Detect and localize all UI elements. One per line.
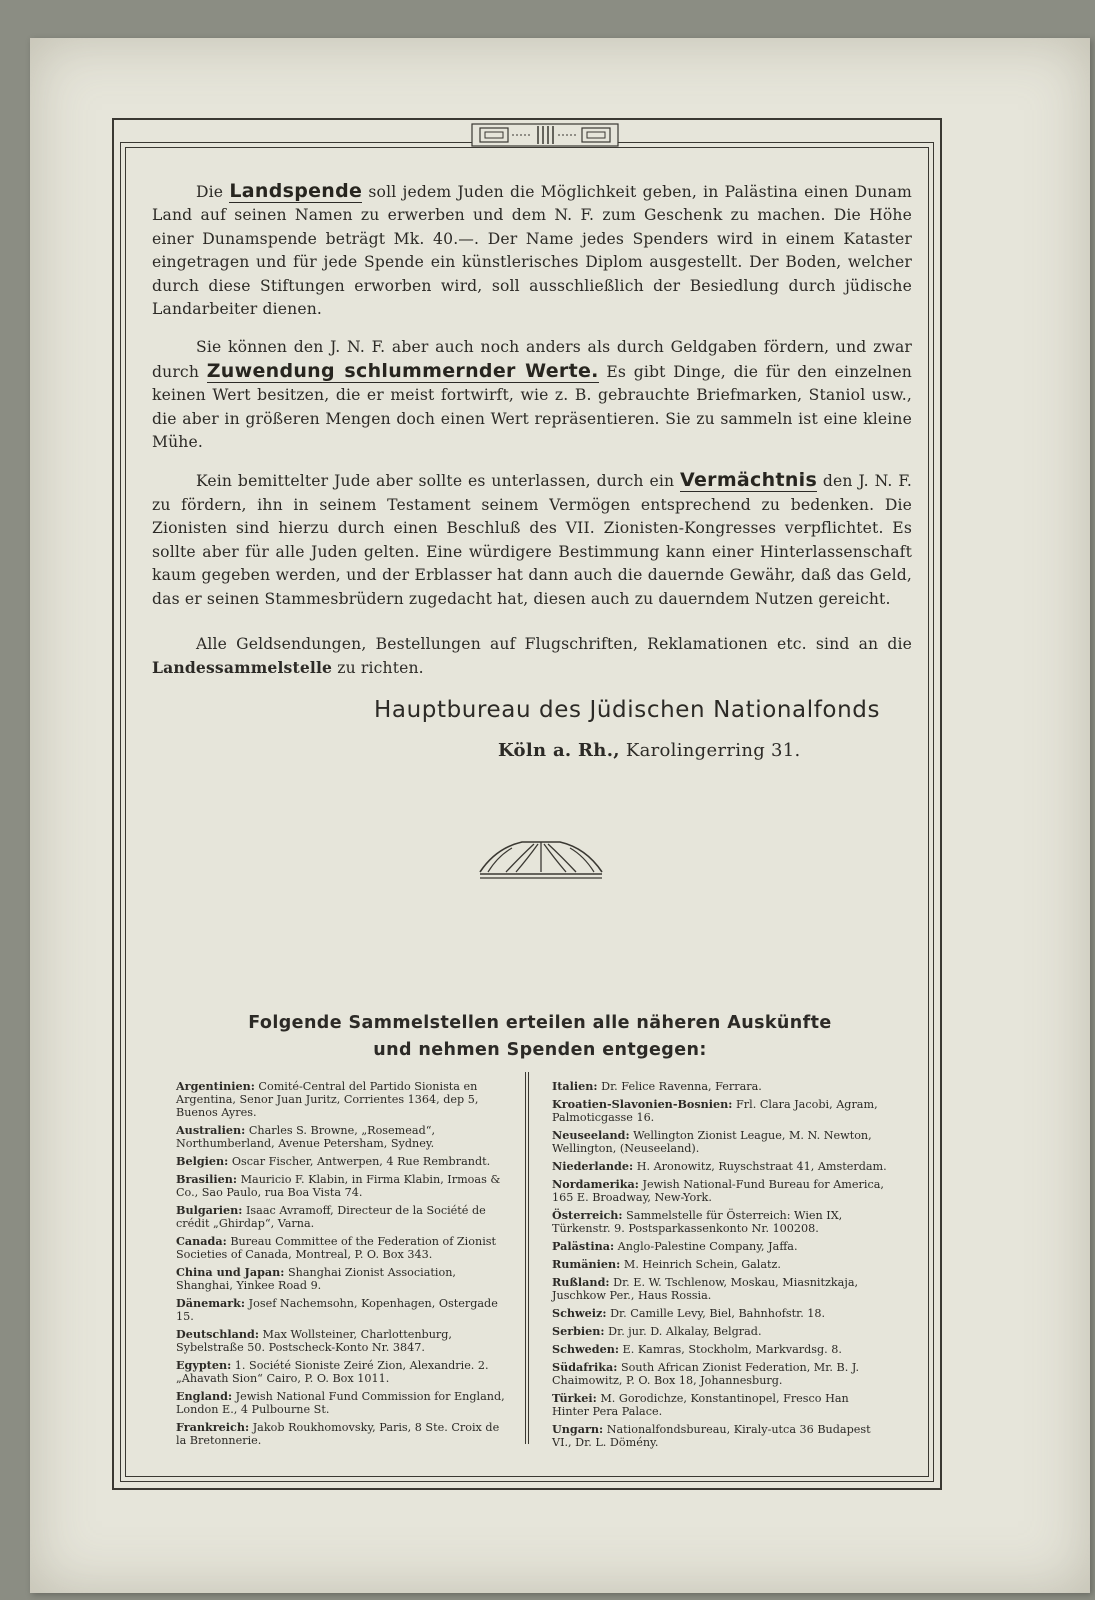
collection-heading <box>200 1010 880 1064</box>
keyword-zuwendung: Zuwendung schlummernder Werte. <box>206 359 599 382</box>
main-text <box>152 180 912 696</box>
collection-entry-address: E. Kamras, Stockholm, Markvardsg. 8. <box>622 1343 842 1356</box>
collection-entry <box>176 1266 512 1292</box>
collection-entry-address: H. Aronowitz, Ruyschstraat 41, Amsterdam. <box>636 1160 887 1173</box>
collection-entry <box>176 1359 512 1385</box>
collection-entry <box>176 1155 512 1168</box>
collection-entry-address: Dr. jur. D. Alkalay, Belgrad. <box>608 1325 762 1338</box>
collection-entry-address: Isaac Avramoff, Directeur de la Société de crédit „Ghirdap“, Varna. <box>176 1204 486 1230</box>
collection-entry-country: Rußland: <box>552 1275 610 1289</box>
collection-entry-country: Türkei: <box>552 1391 597 1405</box>
collection-list-left <box>176 1080 512 1452</box>
collection-entry-country: Serbien: <box>552 1324 605 1338</box>
collection-entry <box>552 1392 888 1418</box>
keyword-vermaechtnis: Vermächtnis <box>680 469 818 492</box>
collection-entry-country: Schweden: <box>552 1342 619 1356</box>
collection-entry-country: Neuseeland: <box>552 1128 630 1142</box>
collection-entry-country: Frankreich: <box>176 1420 250 1434</box>
collection-entry-address: Mauricio F. Klabin, in Firma Klabin, Irmoas & Co., Sao Paulo, rua Boa Vista 74. <box>176 1173 501 1199</box>
keyword-landspende: Landspende <box>229 180 363 202</box>
paragraph-zuwendung: Sie können den J. N. F. aber auch noch anders als durch Geldgaben fördern, und zwar durch Zuwendung schlummernder Werte. Es gibt Dinge, die für den einzelnen keinen Wert besitzen, die er meist fortwirft, wie z. B. gebrauchte Briefmarken, Staniol usw., die aber in größeren Mengen doch einen Wert repräsentieren. Sie zu sammeln ist eine kleine Mühe. <box>152 338 912 452</box>
collection-entry <box>176 1328 512 1354</box>
collection-entry-address: Jewish National-Fund Bureau for America, 165 E. Broadway, New-York. <box>552 1178 884 1204</box>
paragraph-vermaechtnis: Kein bemittelter Jude aber sollte es unterlassen, durch ein Vermächtnis den J. N. F. zu fördern, ihn in seinem Testament seinem Vermögen entsprechend zu bedenken. Die Zionisten sind hierzu durch einen Beschluß des VII. Zionisten-Kongresses verpflichtet. Es sollte aber für alle Juden gelten. Eine würdigere Bestimmung kann einer Hinterlassenschaft kaum gegeben werden, und der Erblasser hat dann auch die dauernde Gewähr, daß das Geld, das er seinen Stammesbrüdern zugedacht hat, diesen auch zu dauerndem Nutzen gereicht. <box>152 469 912 608</box>
collection-heading-line1: Folgende Sammelstellen erteilen alle näheren Auskünfte <box>248 1013 832 1033</box>
collection-entry-country: Australien: <box>176 1123 246 1137</box>
collection-entry <box>176 1173 512 1199</box>
collection-entry <box>552 1178 888 1204</box>
collection-entry <box>552 1129 888 1155</box>
collection-entry-country: Belgien: <box>176 1154 229 1168</box>
collection-entry-country: China und Japan: <box>176 1265 285 1279</box>
column-divider <box>525 1072 529 1444</box>
collection-entry-address: Jewish National Fund Commission for England, London E., 4 Pulbourne St. <box>176 1390 505 1416</box>
collection-entry-address: Bureau Committee of the Federation of Zionist Societies of Canada, Montreal, P. O. Box 343. <box>176 1235 497 1261</box>
collection-entry-country: Nordamerika: <box>552 1177 639 1191</box>
collection-entry <box>176 1390 512 1416</box>
collection-entry <box>552 1080 888 1093</box>
collection-entry-address: M. Heinrich Schein, Galatz. <box>623 1258 781 1271</box>
collection-entry-address: Wellington Zionist League, M. N. Newton, Wellington, (Neuseeland). <box>552 1129 872 1155</box>
collection-entry-country: Südafrika: <box>552 1360 618 1374</box>
collection-entry <box>552 1240 888 1253</box>
collection-entry <box>176 1297 512 1323</box>
collection-entry-country: Deutschland: <box>176 1327 259 1341</box>
collection-entry <box>176 1124 512 1150</box>
signature-organization: Hauptbureau des Jüdischen Nationalfonds <box>374 697 881 723</box>
vignette-ornament-icon <box>476 834 606 882</box>
collection-entry <box>552 1423 888 1449</box>
collection-entry <box>552 1098 888 1124</box>
collection-entry-country: Rumänien: <box>552 1257 621 1271</box>
collection-entry-address: Nationalfondsbureau, Kiraly-utca 36 Budapest VI., Dr. L. Dömény. <box>552 1423 871 1449</box>
collection-entry-address: 1. Société Sioniste Zeiré Zion, Alexandrie. 2. „Ahavath Sion“ Cairo, P. O. Box 1011. <box>176 1359 489 1385</box>
collection-entry-address: M. Gorodichze, Konstantinopel, Fresco Han Hinter Pera Palace. <box>552 1392 849 1418</box>
collection-entry-address: Frl. Clara Jacobi, Agram, Palmoticgasse 16. <box>552 1098 878 1124</box>
collection-entry-country: Canada: <box>176 1234 227 1248</box>
collection-entry-address: Anglo-Palestine Company, Jaffa. <box>617 1240 798 1253</box>
collection-entry-address: Dr. Felice Ravenna, Ferrara. <box>601 1080 762 1093</box>
collection-entry-address: Charles S. Browne, „Rosemead“, Northumberland, Avenue Petersham, Sydney. <box>176 1124 436 1150</box>
collection-entry-address: Max Wollsteiner, Charlottenburg, Sybelstraße 50. Postscheck-Konto Nr. 3847. <box>176 1328 452 1354</box>
collection-entry <box>176 1235 512 1261</box>
collection-entry-address: Dr. Camille Levy, Biel, Bahnhofstr. 18. <box>610 1307 826 1320</box>
collection-entry-address: Sammelstelle für Österreich: Wien IX, Türkenstr. 9. Postsparkassenkonto Nr. 100208. <box>552 1209 843 1235</box>
collection-entry-address: Josef Nachemsohn, Kopenhagen, Ostergade 15. <box>176 1297 498 1323</box>
collection-entry-country: Argentinien: <box>176 1079 255 1093</box>
collection-entry-country: Bulgarien: <box>176 1203 243 1217</box>
collection-entry <box>552 1160 888 1173</box>
collection-entry-country: Ungarn: <box>552 1422 604 1436</box>
collection-entry-country: Österreich: <box>552 1208 623 1222</box>
signature-address: Köln a. Rh., Karolingerring 31. <box>498 740 801 761</box>
collection-entry <box>176 1421 512 1447</box>
collection-entry-address: Dr. E. W. Tschlenow, Moskau, Miasnitzkaja, Juschkow Per., Haus Rossia. <box>552 1276 859 1302</box>
collection-entry-country: Kroatien-Slavonien-Bosnien: <box>552 1097 733 1111</box>
collection-entry-country: Niederlande: <box>552 1159 634 1173</box>
collection-entry <box>176 1204 512 1230</box>
collection-entry-country: Palästina: <box>552 1239 615 1253</box>
collection-entry <box>552 1209 888 1235</box>
collection-entry-address: South African Zionist Federation, Mr. B. J. Chaimowitz, P. O. Box 18, Johannesburg. <box>552 1361 859 1387</box>
collection-entry-address: Oscar Fischer, Antwerpen, 4 Rue Rembrandt. <box>231 1155 491 1168</box>
collection-entry <box>552 1307 888 1320</box>
collection-entry <box>176 1080 512 1119</box>
collection-entry-address: Jakob Roukhomovsky, Paris, 8 Ste. Croix de la Bretonnerie. <box>176 1421 500 1447</box>
collection-entry-address: Shanghai Zionist Association, Shanghai, Yinkee Road 9. <box>176 1266 456 1292</box>
collection-entry-country: Egypten: <box>176 1358 232 1372</box>
collection-entry-country: Italien: <box>552 1079 598 1093</box>
collection-entry-address: Comité-Central del Partido Sionista en Argentina, Senor Juan Juritz, Corrientes 1364, dep 5, Buenos Ayres. <box>176 1080 479 1119</box>
collection-heading-line2: und nehmen Spenden entgegen: <box>373 1040 707 1060</box>
collection-entry <box>552 1361 888 1387</box>
collection-entry-country: Brasilien: <box>176 1172 238 1186</box>
paragraph-landspende: Die Landspende soll jedem Juden die Möglichkeit geben, in Palästina einen Dunam Land auf seinen Namen zu erwerben und dem N. F. zum Geschenk zu machen. Die Höhe einer Dunamspende beträgt Mk. 40.—. Der Name jedes Spenders wird in einem Kataster eingetragen und für jede Spende ein künstlerisches Diplom ausgestellt. Der Boden, welcher durch diese Stiftungen erworben wird, soll ausschließlich der Besiedlung durch jüdische Landarbeiter dienen. <box>152 180 912 319</box>
collection-entry <box>552 1258 888 1271</box>
paragraph-geldsendungen: Alle Geldsendungen, Bestellungen auf Flugschriften, Reklamationen etc. sind an die Landessammelstelle zu richten. <box>152 634 912 678</box>
collection-entry <box>552 1276 888 1302</box>
collection-entry-country: England: <box>176 1389 233 1403</box>
collection-list-right <box>552 1080 888 1454</box>
collection-entry <box>552 1325 888 1338</box>
collection-entry-country: Schweiz: <box>552 1306 607 1320</box>
collection-entry-country: Dänemark: <box>176 1296 246 1310</box>
top-ornament-icon <box>470 120 620 150</box>
collection-entry <box>552 1343 888 1356</box>
